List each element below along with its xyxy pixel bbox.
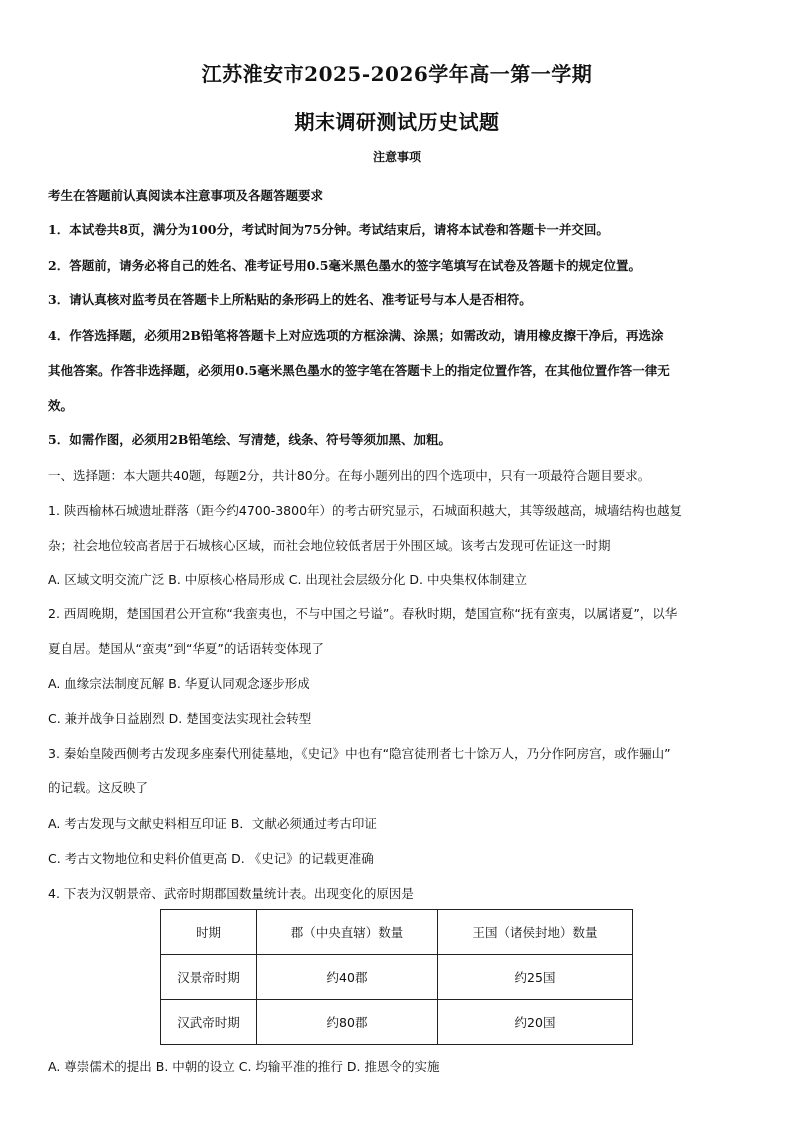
table-header-cell: 时期 (161, 910, 257, 955)
question-2-line1: 2. 西周晚期，楚国国君公开宣称“我蛮夷也，不与中国之号谥”。春秋时期，楚国宣称“抚有蛮夷，以属诸夏”，以华 (48, 606, 678, 621)
question-1-line2: 杂；社会地位较高者居于石城核心区域，而社会地位较低者居于外围区域。该考古发现可佐证这一时期 (48, 538, 611, 553)
notice-item-4-line2: 其他答案。作答非选择题，必须用0.5毫米黑色墨水的签字笔在答题卡上的指定位置作答，在其他位置作答一律无 (48, 363, 670, 378)
table-cell: 约80郡 (257, 1000, 438, 1045)
notice-item-5: 5．如需作图，必须用2B铅笔绘、写清楚，线条、符号等须加黑、加粗。 (48, 432, 451, 447)
question-2-options-ab: A. 血缘宗法制度瓦解 B. 华夏认同观念逐步形成 (48, 676, 310, 691)
table-header-cell: 王国（诸侯封地）数量 (438, 910, 633, 955)
question-4-line1: 4. 下表为汉朝景帝、武帝时期郡国数量统计表。出现变化的原因是 (48, 886, 414, 901)
table-header-cell: 郡（中央直辖）数量 (257, 910, 438, 955)
notice-intro: 考生在答题前认真阅读本注意事项及各题答题要求 (48, 188, 324, 203)
notice-item-4-line1: 4．作答选择题，必须用2B铅笔将答题卡上对应选项的方框涂满、涂黑；如需改动，请用橡皮擦干净后，再选涂 (48, 328, 664, 343)
notice-item-4-line3: 效。 (48, 398, 74, 413)
table-header-row (161, 910, 633, 955)
notice-item-3: 3．请认真核对监考员在答题卡上所粘贴的条形码上的姓名、准考证号与本人是否相符。 (48, 292, 532, 307)
exam-title-line1: 江苏淮安市2025-2026学年高一第一学期 (201, 62, 593, 86)
question-3-line2: 的记载。这反映了 (48, 780, 149, 795)
commandery-statistics-table (160, 909, 633, 1045)
question-2-options-cd: C. 兼并战争日益剧烈 D. 楚国变法实现社会转型 (48, 711, 312, 726)
question-1-options: A. 区域文明交流广泛 B. 中原核心格局形成 C. 出现社会层级分化 D. 中央集权体制建立 (48, 572, 527, 587)
notice-item-2: 2．答题前，请务必将自己的姓名、准考证号用0.5毫米黑色墨水的签字笔填写在试卷及答题卡的规定位置。 (48, 258, 641, 273)
exam-title-line2: 期末调研测试历史试题 (294, 110, 500, 134)
table-cell: 汉景帝时期 (161, 955, 257, 1000)
table-cell: 汉武帝时期 (161, 1000, 257, 1045)
notice-heading: 注意事项 (372, 150, 421, 164)
question-2-line2: 夏自居。楚国从“蛮夷”到“华夏”的话语转变体现了 (48, 641, 324, 656)
question-3-options-ab: A. 考古发现与文献史料相互印证 B．文献必须通过考古印证 (48, 816, 377, 831)
notice-item-1: 1．本试卷共8页，满分为100分，考试时间为75分钟。考试结束后，请将本试卷和答题卡一并交回。 (48, 222, 609, 237)
table-row (161, 1000, 633, 1045)
table-cell: 约40郡 (257, 955, 438, 1000)
question-4-options: A. 尊崇儒术的提出 B. 中朝的设立 C. 均输平准的推行 D. 推恩令的实施 (48, 1059, 440, 1074)
question-3-options-cd: C. 考古文物地位和史料价值更高 D. 《史记》的记载更准确 (48, 851, 374, 866)
table-cell: 约25国 (438, 955, 633, 1000)
table-row (161, 955, 633, 1000)
question-1-line1: 1. 陕西榆林石城遗址群落（距今约4700-3800年）的考古研究显示，石城面积越大，其等级越高，城墙结构也越复 (48, 503, 683, 518)
section-heading: 一、选择题：本大题共40题，每题2分，共计80分。在每小题列出的四个选项中，只有一项最符合题目要求。 (48, 468, 651, 483)
question-3-line1: 3. 秦始皇陵西侧考古发现多座秦代刑徒墓地，《史记》中也有“隐宫徒刑者七十馀万人，乃分作阿房宫，或作骊山” (48, 746, 671, 761)
table-cell: 约20国 (438, 1000, 633, 1045)
